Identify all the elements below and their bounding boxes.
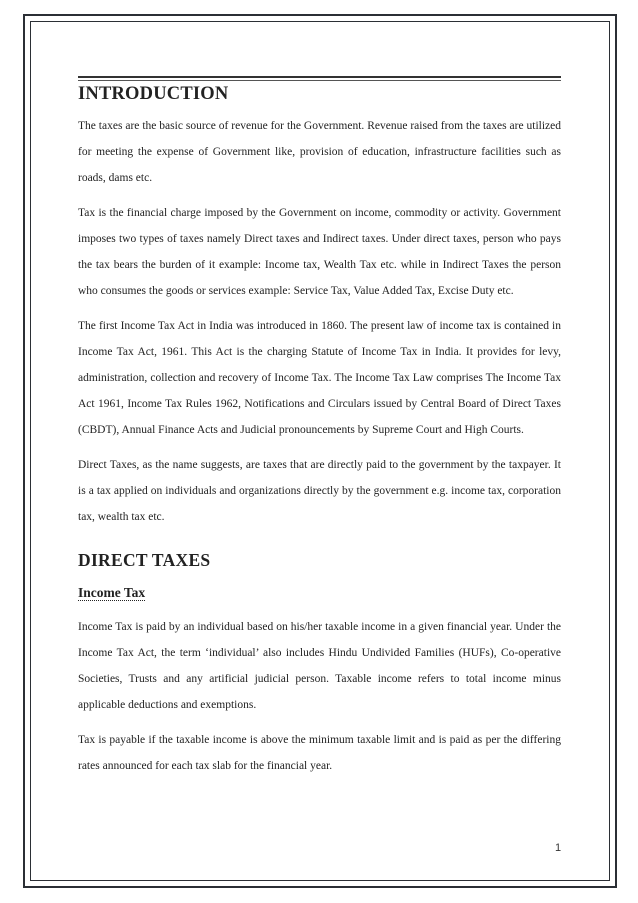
heading-rule-bottom: [78, 80, 561, 81]
subheading-income-tax: [78, 581, 561, 605]
subheading-income-tax-text: Income Tax: [78, 585, 146, 600]
heading-direct-taxes: DIRECT TAXES: [78, 550, 211, 570]
heading-introduction: INTRODUCTION: [78, 84, 229, 104]
heading-rule-top: [78, 76, 561, 78]
document-body: [78, 76, 561, 788]
paragraph-income-2: Tax is payable if the taxable income is above the minimum taxable limit and is paid as per the differing rates announced for each tax slab for the financial year.: [78, 734, 561, 772]
paragraph-intro-4: Direct Taxes, as the name suggests, are taxes that are directly paid to the government by the taxpayer. It is a tax applied on individuals and organizations directly by the government e.g. income tax, corporation tax, wealth tax etc.: [78, 459, 561, 523]
paragraph-intro-2: Tax is the financial charge imposed by the Government on income, commodity or activity. Government imposes two types of taxes namely Direct taxes and Indirect taxes. Under direct taxes, person who pays the tax bears the burden of it example: Income tax, Wealth Tax etc. while in Indirect Taxes the person who consumes the goods or services example: Service Tax, Value Added Tax, Excise Duty etc.: [78, 207, 561, 297]
paragraph-income-1: Income Tax is paid by an individual based on his/her taxable income in a given financial year. Under the Income Tax Act, the term ‘individual’ also includes Hindu Undivided Families (HUFs), Co-operative Societies, Trusts and any artificial judicial person. Taxable income refers to total income minus applicable deductions and exemptions.: [78, 621, 561, 711]
paragraph-intro-3: The first Income Tax Act in India was introduced in 1860. The present law of income tax is contained in Income Tax Act, 1961. This Act is the charging Statute of Income Tax in India. It provides for levy, administration, collection and recovery of Income Tax. The Income Tax Law comprises The Income Tax Act 1961, Income Tax Rules 1962, Notifications and Circulars issued by Central Board of Direct Taxes (CBDT), Annual Finance Acts and Judicial pronouncements by Supreme Court and High Courts.: [78, 320, 561, 436]
paragraph-intro-1: The taxes are the basic source of revenue for the Government. Revenue raised from the taxes are utilized for meeting the expense of Government like, provision of education, infrastructure facilities such as roads, dams etc.: [78, 120, 561, 184]
page-number: 1: [555, 842, 562, 854]
